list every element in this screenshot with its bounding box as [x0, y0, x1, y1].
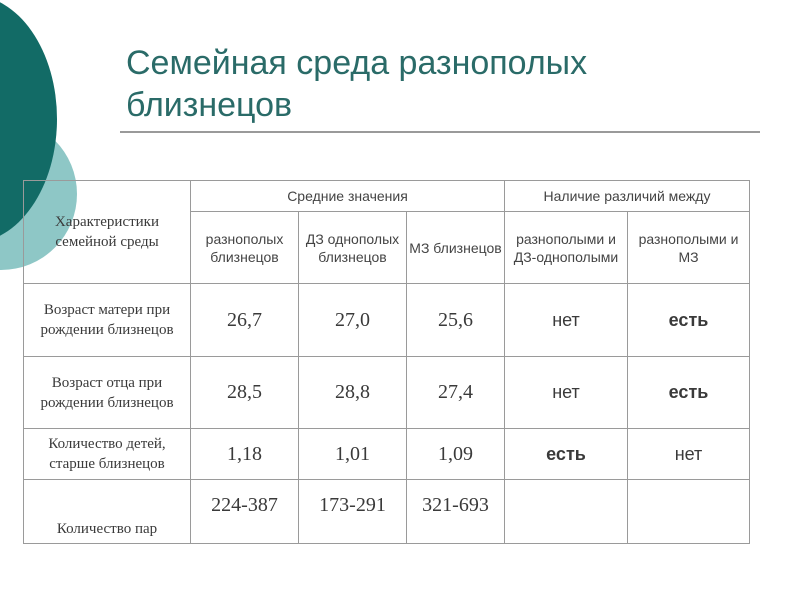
col-header-opposite-sex-twins: разнополых близнецов: [191, 212, 299, 284]
diff-opposite-vs-mz: есть: [628, 357, 750, 429]
value-mz: 321-693: [407, 480, 505, 544]
value-opposite-sex: 28,5: [191, 357, 299, 429]
table-header-row-1: [24, 181, 750, 212]
value-dz-same-sex: 27,0: [299, 284, 407, 357]
row-label: Возраст отца при рождении близнецов: [24, 357, 191, 429]
slide-title-line-2: близнецов: [126, 86, 293, 124]
diff-opposite-vs-dz: есть: [505, 429, 628, 480]
value-mz: 25,6: [407, 284, 505, 357]
diff-opposite-vs-dz: [505, 480, 628, 544]
slide-title-line-1: Семейная среда разнополых: [126, 44, 588, 82]
diff-opposite-vs-mz: [628, 480, 750, 544]
value-opposite-sex: 224-387: [191, 480, 299, 544]
value-dz-same-sex: 1,01: [299, 429, 407, 480]
value-opposite-sex: 1,18: [191, 429, 299, 480]
value-dz-same-sex: 28,8: [299, 357, 407, 429]
table-row: [24, 480, 750, 544]
value-mz: 27,4: [407, 357, 505, 429]
diff-opposite-vs-mz: нет: [628, 429, 750, 480]
title-divider: [120, 131, 760, 133]
value-opposite-sex: 26,7: [191, 284, 299, 357]
col-header-diff-opposite-vs-mz: разнополыми и МЗ: [628, 212, 750, 284]
row-label: Возраст матери при рождении близнецов: [24, 284, 191, 357]
corner-header: Характеристики семейной среды: [24, 181, 191, 284]
table-row: [24, 429, 750, 480]
diff-opposite-vs-mz: есть: [628, 284, 750, 357]
group-header-differences: Наличие различий между: [505, 181, 750, 212]
family-environment-table: [23, 180, 750, 544]
table-row: [24, 284, 750, 357]
row-label: Количество пар: [24, 480, 191, 544]
value-dz-same-sex: 173-291: [299, 480, 407, 544]
value-mz: 1,09: [407, 429, 505, 480]
slide-title: [126, 42, 746, 126]
diff-opposite-vs-dz: нет: [505, 357, 628, 429]
row-label: Количество детей, старше близнецов: [24, 429, 191, 480]
col-header-dz-same-sex-twins: ДЗ однополых близнецов: [299, 212, 407, 284]
diff-opposite-vs-dz: нет: [505, 284, 628, 357]
col-header-diff-opposite-vs-dz: разнополыми и ДЗ-однополыми: [505, 212, 628, 284]
col-header-mz-twins: МЗ близнецов: [407, 212, 505, 284]
table-row: [24, 357, 750, 429]
group-header-means: Средние значения: [191, 181, 505, 212]
